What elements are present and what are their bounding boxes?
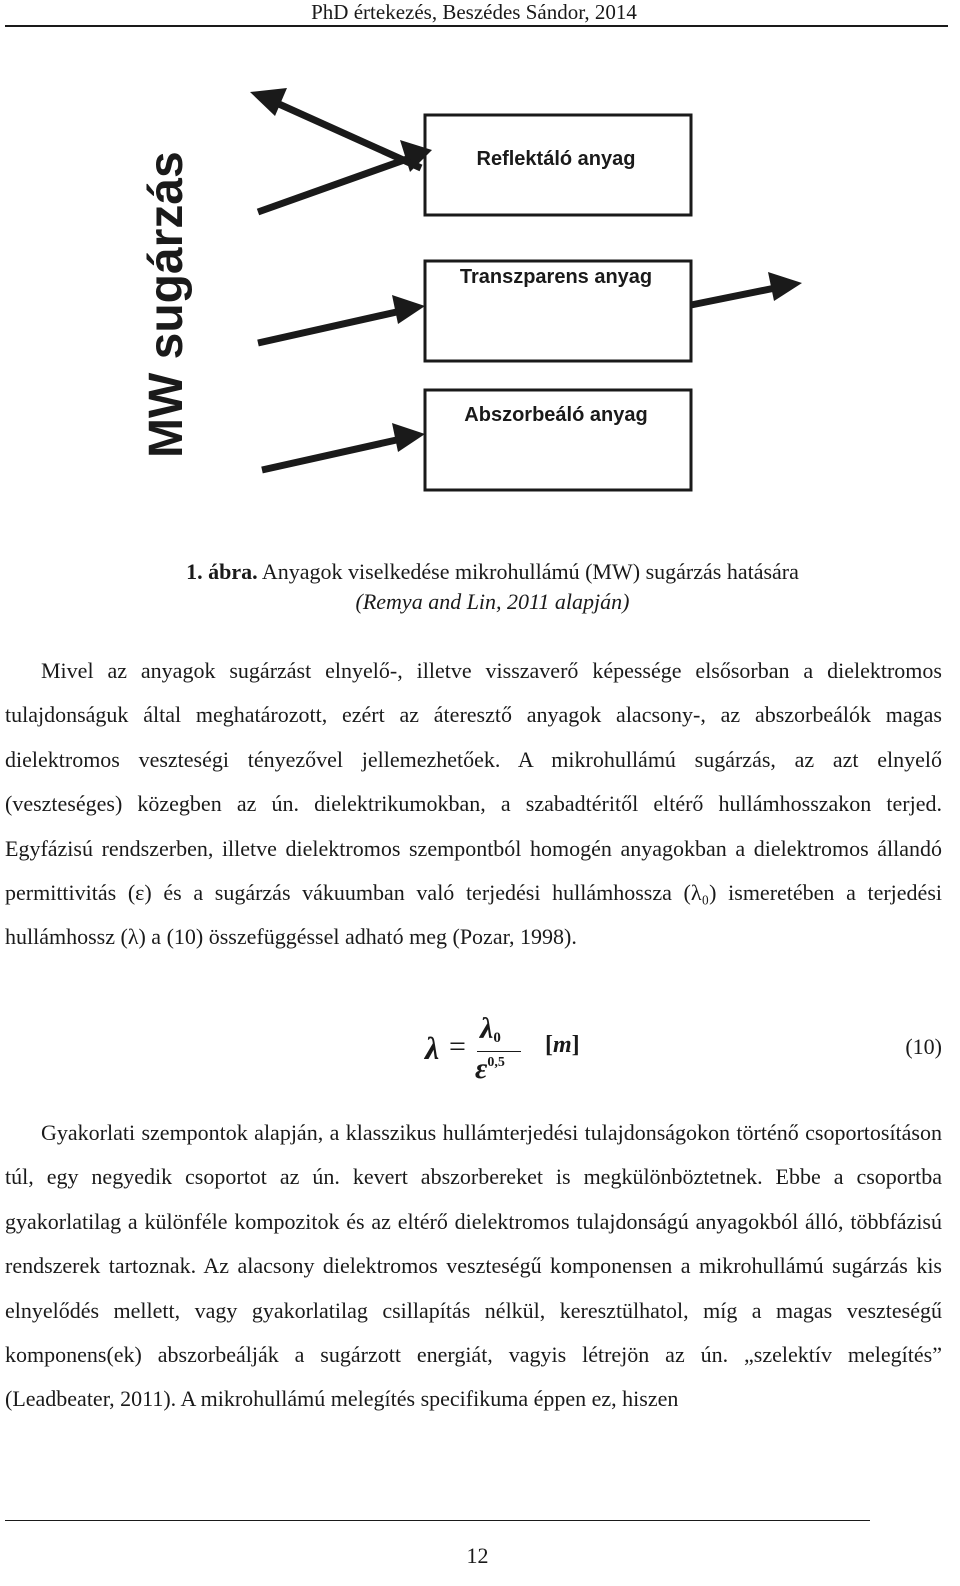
- eq-unit-open-bracket: [: [545, 1032, 553, 1058]
- eq-numerator-subscript: 0: [493, 1030, 501, 1046]
- equation-10: [0, 1012, 960, 1092]
- eq-numerator-symbol: λ: [480, 1012, 494, 1045]
- eq-denominator: [475, 1052, 505, 1086]
- eq-lambda: λ: [425, 1030, 440, 1066]
- eq-denominator-symbol: ε: [475, 1052, 488, 1085]
- incident-arrowhead-transparent: [392, 295, 425, 324]
- reflected-arrow: [270, 100, 421, 168]
- body-paragraph-1: Mivel az anyagok sugárzást elnyelő-, illetve visszaverő képessége elsősorban a dielektromos tulajdonságuk által meghatározott, ezért az áteresztő anyagok alacsony-, az abszorbeálók magas dielektromos veszteségi tényezővel jellemezhetőek. A mikrohullámú sugárzás, az azt elnyelő (veszteséges) közegben az ún. dielektrikumokban, a szabadtéritől eltérő hullámhosszakon terjed. Egyfázisú rendszerben, illetve dielektromos szempontból homogén anyagokban a dielektromos állandó permittivitás (ε) és a sugárzás vákuumban való terjedési hullámhossza (λ₀) ismeretében a terjedési hullámhossz (λ) a (10) összefüggéssel adható meg (Pozar, 1998).: [5, 658, 942, 950]
- eq-unit-close-bracket: ]: [571, 1032, 580, 1058]
- header-rule: [5, 25, 948, 27]
- transparent-material-label: Transzparens anyag: [459, 266, 653, 288]
- eq-numerator: [480, 1012, 501, 1047]
- eq-denominator-exponent: 0,5: [487, 1055, 505, 1070]
- running-header: [0, 0, 960, 30]
- caption-source: (Remya and Lin, 2011 alapján): [355, 589, 630, 614]
- caption-line: [0, 557, 960, 587]
- page-number: 12: [466, 1543, 489, 1568]
- body-paragraph-2: Gyakorlati szempontok alapján, a klasszikus hullámterjedési tulajdonságokon történő csoportosításon túl, egy negyedik csoportot az ún. kevert abszorbereket is megkülönböztetnek. Ebbe a csoportba gyakorlatilag a különféle kompozitok és az eltérő dielektromos tulajdonságú anyagokból álló, többfázisú rendszerek tartoznak. Az alacsony dielektromos veszteségű komponensen a mikrohullámú sugárzás kis elnyelődés mellett, vagy gyakorlatilag csillapítás nélkül, keresztülhatol, míg a magas veszteségű komponens(ek) abszorbeálják a sugárzott energiát, vagyis létrejön az ún. „szelektív melegítés” (Leadbeater, 2011). A mikrohullámú melegítés specifikuma éppen ez, hiszen: [5, 1120, 942, 1412]
- mw-vertical-label: MW sugárzás: [140, 151, 193, 458]
- figure-caption: [0, 557, 960, 617]
- reflective-material-label: Reflektáló anyag: [476, 148, 636, 170]
- eq-unit: [545, 1032, 580, 1059]
- caption-text: Anyagok viselkedése mikrohullámú (MW) sugárzás hatására: [257, 559, 799, 584]
- incident-arrow-absorbing: [262, 437, 410, 470]
- figure-mw-radiation: [0, 40, 960, 510]
- transmitted-arrowhead: [768, 272, 802, 301]
- transmitted-arrow: [691, 286, 785, 305]
- eq-equals-sign: =: [449, 1030, 466, 1063]
- footer-rule: [5, 1520, 870, 1521]
- incident-arrow-reflective: [258, 154, 421, 212]
- running-title: PhD értekezés, Beszédes Sándor, 2014: [311, 0, 637, 24]
- eq-unit-symbol: m: [553, 1032, 572, 1058]
- incident-arrowhead-absorbing: [392, 423, 425, 452]
- equation-number: (10): [905, 1034, 942, 1059]
- caption-figure-number: 1. ábra.: [186, 559, 258, 584]
- incident-arrow-transparent: [258, 309, 410, 343]
- absorbing-material-label: Abszorbeáló anyag: [464, 404, 648, 426]
- equation-expression: [425, 1012, 625, 1092]
